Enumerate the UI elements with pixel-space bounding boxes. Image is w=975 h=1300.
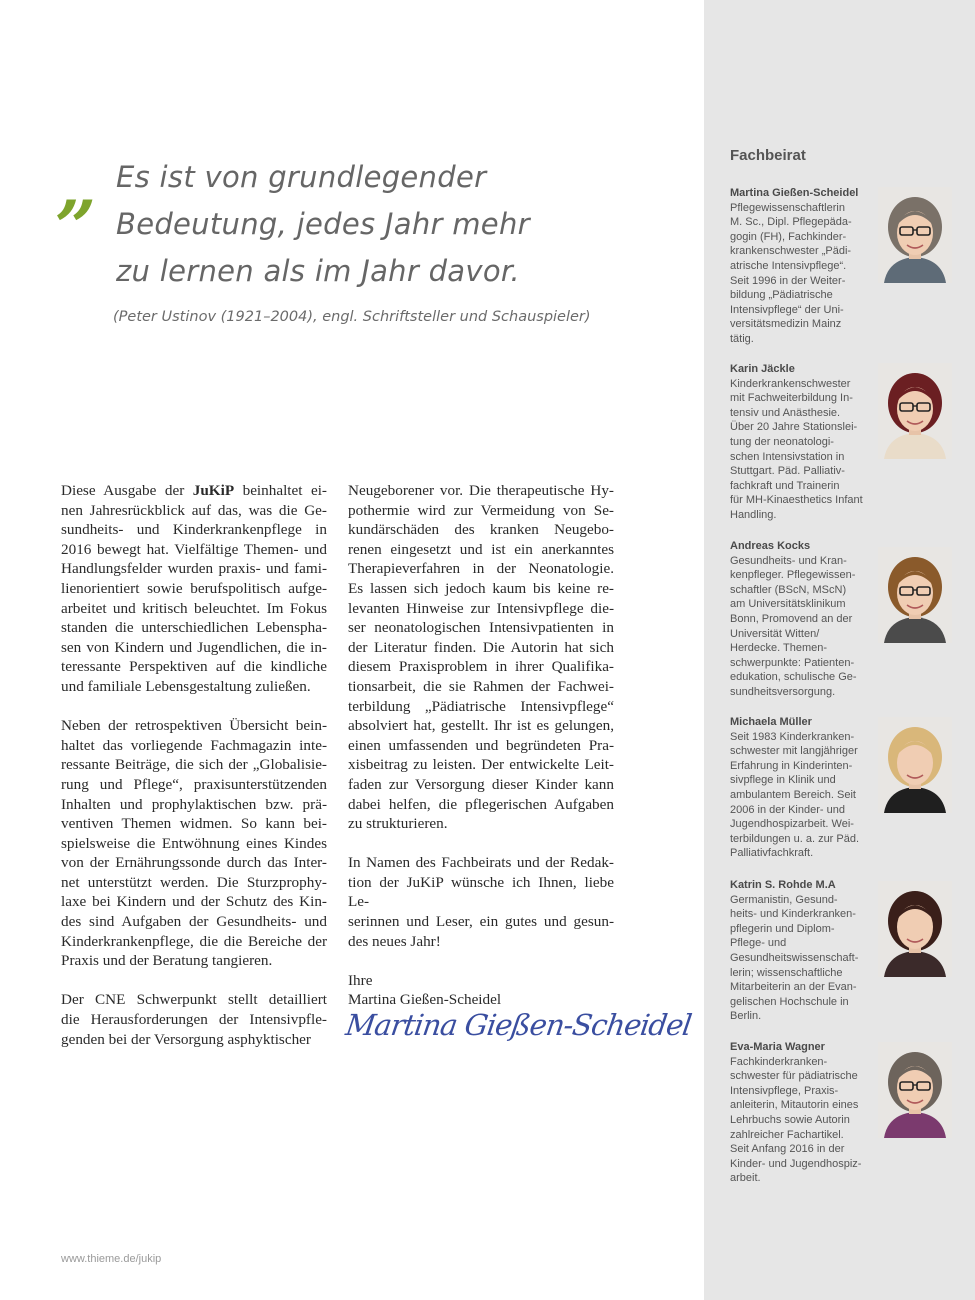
text-segment: laxe bei Kindern und der Schutz des Kin- <box>61 893 327 911</box>
member-bio-line: Seit Anfang 2016 in der <box>730 1143 845 1156</box>
text-segment: der Literatur finden. Die Autorin hat sich <box>348 638 614 656</box>
fachbeirat-member <box>730 1040 870 1186</box>
fachbeirat-member <box>730 878 870 1024</box>
member-bio-line: Pflegewissenschaftlerin <box>730 201 845 214</box>
paragraph <box>348 971 614 1010</box>
member-portrait-photo <box>878 1042 952 1138</box>
text-segment: genden bei der Versorgung asphyktischer <box>61 1030 311 1048</box>
member-portrait-photo <box>878 187 952 283</box>
member-bio-line: für MH-Kinaesthetics Infant <box>730 494 863 507</box>
member-portrait-photo <box>878 881 952 977</box>
paragraph <box>61 990 327 1049</box>
member-bio-line: arbeit. <box>730 1172 761 1185</box>
member-bio-line: tung der neonatologi- <box>730 435 834 448</box>
member-bio-line: Handling. <box>730 508 777 521</box>
text-segment: Neugeborener vor. Die therapeutische Hy- <box>348 482 614 499</box>
member-bio-line: Intensivpflege, Praxis- <box>730 1084 839 1097</box>
text-segment: net unterstützt werden. Die Sturzprophy- <box>61 873 327 891</box>
text-segment: Neben der retrospektiven Übersicht bein- <box>61 717 327 735</box>
editorial-column-1 <box>61 481 327 1069</box>
fachbeirat-member <box>730 186 870 347</box>
text-segment: Praxis und der Beratung tangieren. <box>61 952 273 970</box>
member-bio-line: Kinderkrankenschwester <box>730 377 851 390</box>
fachbeirat-member <box>730 362 870 523</box>
member-bio-line: Mitarbeiterin an der Evan- <box>730 981 857 994</box>
quote-source: (Peter Ustinov (1921–2004), engl. Schriftsteller und Schauspieler) <box>113 309 591 325</box>
text-segment: arbeitet und kritisch beleuchtet. Im Fokus <box>61 599 327 617</box>
text-line <box>61 559 327 579</box>
text-segment: teressante Perspektiven auf die kindliche <box>61 658 327 676</box>
fachbeirat-title: Fachbeirat <box>730 147 806 164</box>
text-line <box>61 716 327 736</box>
text-line <box>61 775 327 795</box>
quote-mark: „ <box>56 143 92 228</box>
text-segment: sundheits- und Kinderkrankenpflege in <box>61 521 327 539</box>
text-segment: ressante Beiträge, die sich der „Globalisie- <box>61 756 327 774</box>
text-segment: haltet das vorliegende Fachmagazin inte- <box>61 736 327 754</box>
text-line <box>61 1010 327 1030</box>
text-segment: dabei helfen, die pflegerischen Aufgaben <box>348 795 614 813</box>
text-segment: nen Jahresrückblick auf das, was die Ge- <box>61 501 327 519</box>
text-line <box>348 873 614 912</box>
member-bio-line: sivpflege in Klinik und <box>730 774 836 787</box>
member-bio-line: Lehrbuchs sowie Autorin <box>730 1113 850 1126</box>
member-bio-line: terbildungen u. a. zur Päd. <box>730 832 860 845</box>
text-segment: Der CNE Schwerpunkt stellt detailliert <box>61 991 327 1009</box>
text-segment: von der Ernährungssonde durch das Inter- <box>61 854 327 872</box>
text-line <box>61 677 327 697</box>
text-line <box>348 618 614 638</box>
text-segment: renen eingesetzt und ist ein anerkanntes <box>348 540 614 558</box>
text-segment: ventiven Themen widmen. So kann bei- <box>61 815 327 833</box>
text-segment: 2016 bewegt hat. Vielfältige Themen- und <box>61 540 327 558</box>
text-segment: lienorientiert sowie berufspolitisch aufge- <box>61 579 327 597</box>
text-segment: Inhalten und prophylaktischen bzw. prä- <box>61 795 327 813</box>
member-bio-line: Pflege- und <box>730 937 787 950</box>
text-line <box>61 834 327 854</box>
paragraph <box>61 481 327 697</box>
text-line <box>61 932 327 952</box>
text-segment: xisbeitrag zu leisten. Der entwickelte Leit- <box>348 756 614 774</box>
text-segment: Kinderkrankenpflege, die die Bereiche der <box>61 932 327 950</box>
text-line <box>61 873 327 893</box>
member-name: Eva-Maria Wagner <box>730 1041 825 1053</box>
text-segment: levanten Hinweise zur Intensivpflege die- <box>348 599 614 617</box>
member-bio-line: schwester für pädiatrische <box>730 1070 858 1083</box>
member-bio-line: M. Sc., Dipl. Pflegepäda- <box>730 216 852 229</box>
text-line <box>61 814 327 834</box>
text-line <box>348 599 614 619</box>
text-line <box>61 736 327 756</box>
member-name: Michaela Müller <box>730 716 812 728</box>
text-line <box>348 775 614 795</box>
member-name: Andreas Kocks <box>730 540 811 552</box>
member-bio-line: ambulantem Bereich. Seit <box>730 788 856 801</box>
text-segment: Diese Ausgabe der <box>61 482 193 499</box>
member-bio-line: Intensivpflege“ der Uni- <box>730 303 844 316</box>
member-name: Karin Jäckle <box>730 363 795 375</box>
member-bio-line: tensiv und Anästhesie. <box>730 406 841 419</box>
member-bio-line: Bonn, Promovend an der <box>730 612 853 625</box>
text-line <box>348 755 614 775</box>
member-bio-line: pflegerin und Diplom- <box>730 922 835 935</box>
text-line <box>348 814 614 834</box>
text-segment: tionsarbeit, die sie Rahmen der Fachwei- <box>348 677 614 695</box>
member-bio-line: Gesundheitswissenschaft- <box>730 951 859 964</box>
member-portrait-photo <box>878 717 952 813</box>
member-bio-line: Jugendhospizarbeit. Wei- <box>730 818 854 831</box>
member-bio-line: Seit 1996 in der Weiter- <box>730 274 846 287</box>
member-bio-line: versitätsmedizin Mainz <box>730 318 842 331</box>
member-bio-line: Herdecke. Themen- <box>730 642 828 655</box>
member-bio-line: kenpfleger. Pflegewissen- <box>730 569 856 582</box>
member-bio-line: sundheitsversorgung. <box>730 685 836 698</box>
member-bio-line: Erfahrung in Kinderinten- <box>730 759 853 772</box>
text-segment: Martina Gießen-Scheidel <box>348 991 502 1009</box>
text-segment: diesem Praxisproblem in ihrer Qualifika- <box>348 658 614 676</box>
member-bio-line: Fachkinderkranken- <box>730 1055 828 1068</box>
text-line <box>61 618 327 638</box>
text-line <box>348 795 614 815</box>
text-segment: und familiale Lebensgestaltung zuließen. <box>61 677 311 695</box>
member-bio-line: Palliativfachkraft. <box>730 847 814 860</box>
member-bio-line: schwerpunkte: Patienten- <box>730 656 855 669</box>
text-line <box>61 892 327 912</box>
member-bio-line: anleiterin, Mitautorin eines <box>730 1099 859 1112</box>
member-portrait-photo <box>878 547 952 643</box>
quote-line-3: zu lernen als im Jahr davor. <box>116 254 520 288</box>
member-bio-line: heits- und Kinderkranken- <box>730 908 856 921</box>
text-segment: beinhaltet ei- <box>234 482 327 499</box>
text-line <box>348 932 614 952</box>
paragraph <box>348 481 614 834</box>
text-segment: sen von Kindern und Jugendlichen, die in- <box>61 638 327 656</box>
text-segment: einen umfassenden und begründeten Pra- <box>348 736 614 754</box>
member-bio-line: gogin (FH), Fachkinder- <box>730 230 847 243</box>
text-segment: des neues Jahr! <box>348 932 441 950</box>
member-bio-line: 2006 in der Kinder- und <box>730 803 845 816</box>
text-line <box>61 579 327 599</box>
member-bio-line: krankenschwester „Pädi- <box>730 245 852 258</box>
text-line <box>348 657 614 677</box>
text-line <box>61 853 327 873</box>
text-segment: rung und Pflege“, praxisunterstützenden <box>61 775 327 793</box>
text-segment: spielsweise die Entwöhnung eines Kindes <box>61 834 327 852</box>
text-line <box>61 520 327 540</box>
text-segment: die Herausforderungen der Intensivpfle- <box>61 1011 327 1029</box>
member-bio-line: fachkraft und Trainerin <box>730 479 840 492</box>
quote-line-2: Bedeutung, jedes Jahr mehr <box>116 207 530 241</box>
text-line <box>348 638 614 658</box>
text-segment: zu strukturieren. <box>348 815 448 833</box>
text-segment: Ihre <box>348 971 373 989</box>
editorial-column-2 <box>348 481 614 1030</box>
text-line <box>348 716 614 736</box>
text-segment: In Namen des Fachbeirats und der Redak- <box>348 854 614 872</box>
text-line <box>61 755 327 775</box>
paragraph <box>61 716 327 971</box>
text-line <box>348 853 614 873</box>
brand-name: JuKiP <box>192 482 235 499</box>
member-portrait-photo <box>878 363 952 459</box>
text-line <box>61 1030 327 1050</box>
text-line <box>348 481 614 501</box>
member-bio-line: Berlin. <box>730 1010 762 1023</box>
text-line <box>348 912 614 932</box>
text-segment: Es lassen sich jedoch kaum bis keine re- <box>348 579 614 597</box>
text-line <box>61 990 327 1010</box>
member-bio-line: schen Intensivstation in <box>730 450 845 463</box>
member-bio-line: schwester mit langjähriger <box>730 745 858 758</box>
text-line <box>61 481 327 501</box>
text-segment: standen die unterschiedlichen Lebenspha- <box>61 619 327 637</box>
text-segment: faden zur Versorgung dieser Kinder kann <box>348 775 614 793</box>
member-bio-line: bildung „Pädiatrische <box>730 289 833 302</box>
fachbeirat-member <box>730 539 870 700</box>
paragraph <box>348 853 614 951</box>
text-line <box>61 951 327 971</box>
member-bio-line: edukation, schulische Ge- <box>730 671 857 684</box>
member-bio-line: zahlreicher Fachartikel. <box>730 1128 844 1141</box>
text-line <box>348 520 614 540</box>
text-segment: ser neonatologischen Intensivpatienten in <box>348 619 614 637</box>
text-segment: kundärschäden des kranken Neugebo- <box>348 521 614 539</box>
text-line <box>348 697 614 717</box>
text-line <box>61 501 327 521</box>
text-line <box>348 677 614 697</box>
text-line <box>348 736 614 756</box>
text-line <box>348 579 614 599</box>
member-bio-line: am Universitätsklinikum <box>730 598 846 611</box>
quote-line-1: Es ist von grundlegender <box>116 160 487 194</box>
text-line <box>348 559 614 579</box>
member-bio-line: tätig. <box>730 332 754 345</box>
member-bio-line: schaftler (BScN, MScN) <box>730 583 847 596</box>
text-segment: serinnen und Leser, ein gutes und gesun- <box>348 913 614 931</box>
text-line <box>61 795 327 815</box>
text-segment: Handlungsfelder wurden praxis- und fami- <box>61 560 327 578</box>
text-line <box>348 540 614 560</box>
text-segment: pothermie wird zur Vermeidung von Se- <box>348 501 614 519</box>
member-bio-line: mit Fachweiterbildung In- <box>730 392 853 405</box>
text-line <box>61 638 327 658</box>
text-line <box>61 599 327 619</box>
member-name: Martina Gießen-Scheidel <box>730 187 859 199</box>
member-bio-line: atrische Intensivpflege“. <box>730 259 847 272</box>
text-segment: Therapieverfahren in der Neonatologie. <box>348 560 614 578</box>
member-bio-line: Germanistin, Gesund- <box>730 893 838 906</box>
text-line <box>348 501 614 521</box>
text-segment: des sind Aufgaben der Gesundheits- und <box>61 913 327 931</box>
text-line <box>348 971 614 991</box>
member-bio-line: lerin; wissenschaftliche <box>730 966 843 979</box>
text-line <box>61 657 327 677</box>
footer-url[interactable]: www.thieme.de/jukip <box>61 1253 162 1265</box>
member-bio-line: Kinder- und Jugendhospiz- <box>730 1157 862 1170</box>
member-name: Katrin S. Rohde M.A <box>730 879 836 891</box>
text-segment: absolviert hat, gestellt. Ihr ist es gelungen, <box>348 717 614 735</box>
text-line <box>61 540 327 560</box>
member-bio-line: Seit 1983 Kinderkranken- <box>730 730 855 743</box>
text-segment: terbildung „Pädiatrische Intensivpflege“ <box>348 697 614 715</box>
text-line <box>61 912 327 932</box>
handwritten-signature: Martina Gießen-Scheidel <box>343 1008 694 1042</box>
member-bio-line: Gesundheits- und Kran- <box>730 554 847 567</box>
text-segment: tion der JuKiP wünsche ich Ihnen, liebe Le- <box>348 873 614 911</box>
member-bio-line: Über 20 Jahre Stationslei- <box>730 421 858 434</box>
member-bio-line: Stuttgart. Päd. Palliativ- <box>730 465 845 478</box>
member-bio-line: Universität Witten/ <box>730 627 820 640</box>
fachbeirat-member <box>730 715 870 861</box>
member-bio-line: gelischen Hochschule in <box>730 995 849 1008</box>
